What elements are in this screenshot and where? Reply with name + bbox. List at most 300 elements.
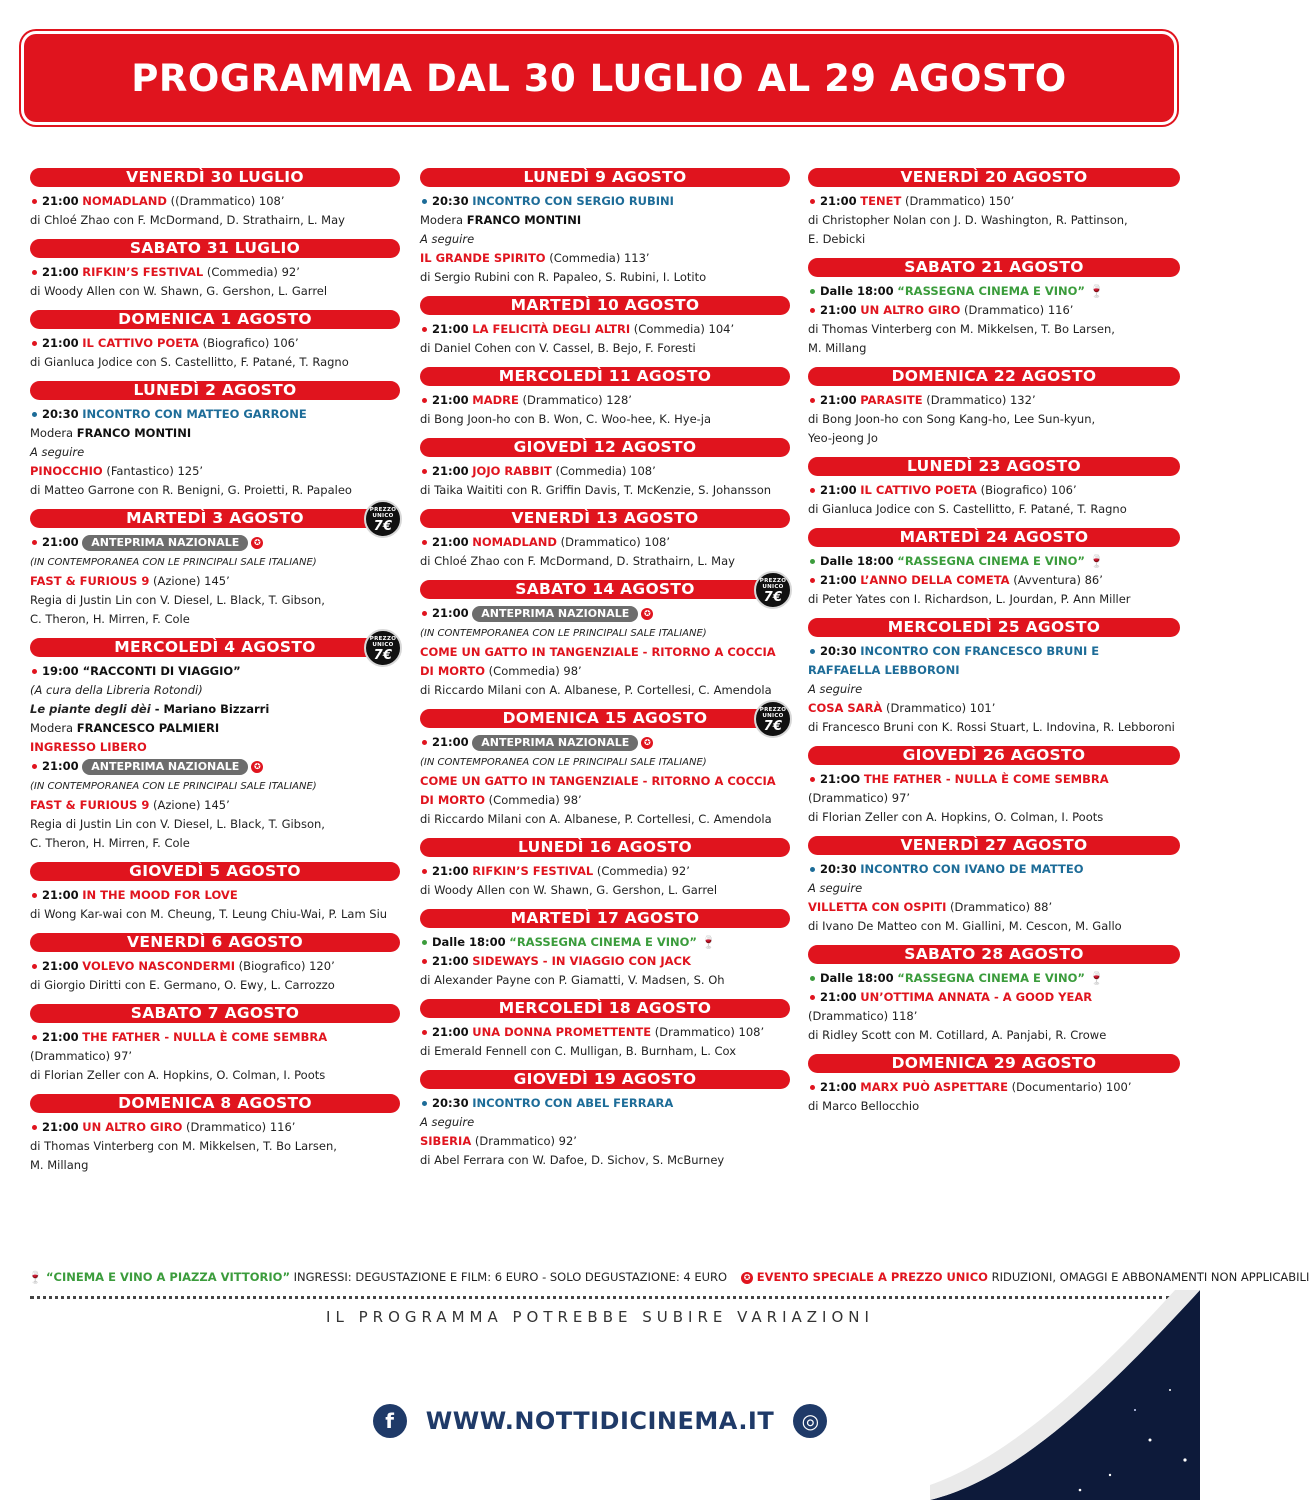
- bullet-icon: [422, 940, 427, 945]
- time-label: 21:00: [820, 990, 857, 1004]
- time-label: - Mariano Bizzarri: [150, 702, 270, 716]
- text: (Drammatico) 128’: [518, 393, 632, 407]
- day-title: DOMENICA 1 AGOSTO: [118, 310, 312, 328]
- day-title: GIOVEDÌ 19 AGOSTO: [513, 1070, 697, 1088]
- film-title: SIDEWAYS - IN VIAGGIO CON JACK: [472, 954, 691, 968]
- time-label: 21:00: [42, 336, 79, 350]
- price-badge-value: 7€: [763, 719, 783, 734]
- schedule-line: [30, 282, 400, 301]
- schedule-line: [420, 462, 790, 481]
- day-header: [30, 168, 400, 187]
- star-icon: ✪: [641, 608, 653, 620]
- text: di Gianluca Jodice con S. Castellitto, F. Patané, T. Ragno: [30, 355, 349, 369]
- schedule-line: [808, 282, 1180, 301]
- schedule-line: [30, 738, 400, 757]
- time-label: Dalle 18:00: [820, 554, 894, 568]
- schedule-line: [30, 905, 400, 924]
- schedule-line: [808, 320, 1180, 339]
- day-title: SABATO 21 AGOSTO: [904, 258, 1084, 276]
- schedule-line: [30, 776, 400, 796]
- star-icon: ✪: [251, 537, 263, 549]
- column-2: [420, 168, 790, 1179]
- wine-glass-icon: 🍷: [1089, 971, 1104, 985]
- day-title: DOMENICA 29 AGOSTO: [891, 1054, 1097, 1072]
- text: (Drammatico) 88’: [946, 900, 1053, 914]
- day-title: MARTEDÌ 17 AGOSTO: [510, 909, 700, 927]
- day-block: [808, 168, 1180, 249]
- schedule-line: [30, 757, 400, 776]
- bullet-icon: [32, 341, 37, 346]
- film-title: COME UN GATTO IN TANGENZIALE - RITORNO A COCCIA: [420, 645, 776, 659]
- schedule-line: [808, 808, 1180, 827]
- day-title: SABATO 14 AGOSTO: [515, 580, 695, 598]
- film-title: INGRESSO LIBERO: [30, 740, 147, 754]
- day-title: VENERDÌ 30 LUGLIO: [126, 168, 304, 186]
- day-header: [420, 367, 790, 386]
- day-header: [420, 909, 790, 928]
- time-label: 21:00: [432, 954, 469, 968]
- schedule-line: [30, 834, 400, 853]
- wine-event-title: “RASSEGNA CINEMA E VINO”: [897, 971, 1085, 985]
- time-label: 21:00: [42, 759, 79, 773]
- schedule-line: [420, 1094, 790, 1113]
- schedule-line: [808, 590, 1180, 609]
- schedule-line: [30, 405, 400, 424]
- film-title: IL GRANDE SPIRITO: [420, 251, 546, 265]
- day-header: [420, 509, 790, 528]
- schedule-line: [808, 211, 1180, 230]
- schedule-line: [420, 1023, 790, 1042]
- day-header: [808, 836, 1180, 855]
- bullet-icon: [810, 777, 815, 782]
- text: di Giorgio Diritti con E. Germano, O. Ewy, L. Carrozzo: [30, 978, 335, 992]
- day-title: DOMENICA 15 AGOSTO: [502, 709, 708, 727]
- day-header: [30, 862, 400, 881]
- film-title: COSA SARÀ: [808, 701, 883, 715]
- schedule-line: [30, 1066, 400, 1085]
- schedule-line: [808, 879, 1180, 898]
- film-title: IL CATTIVO POETA: [82, 336, 199, 350]
- day-header: [420, 578, 790, 605]
- premiere-badge: ANTEPRIMA NAZIONALE: [472, 606, 638, 622]
- text: (Biografico) 106’: [198, 336, 299, 350]
- schedule-line: [30, 1028, 400, 1047]
- time-label: 21:00: [42, 888, 79, 902]
- wine-glass-icon: 🍷: [28, 1270, 43, 1284]
- day-block: [808, 457, 1180, 519]
- schedule-line: [420, 623, 790, 643]
- schedule-line: [420, 552, 790, 571]
- bullet-icon: [810, 1085, 815, 1090]
- time-label: 21:00: [820, 194, 857, 208]
- schedule-line: [30, 192, 400, 211]
- day-block: [30, 509, 400, 629]
- bullet-icon: [32, 1035, 37, 1040]
- time-label: 21:00: [42, 194, 79, 208]
- schedule-line: [808, 410, 1180, 429]
- price-badge-value: 7€: [373, 648, 393, 663]
- text: M. Millang: [808, 341, 867, 355]
- column-1: [30, 168, 400, 1184]
- time-label: 21:00: [820, 573, 857, 587]
- schedule-line: [30, 334, 400, 353]
- schedule-line: [808, 481, 1180, 500]
- price-badge-label: PREZZO UNICO: [759, 578, 787, 590]
- special-label: EVENTO SPECIALE A PREZZO UNICO: [756, 1270, 988, 1284]
- page-title: PROGRAMMA DAL 30 LUGLIO AL 29 AGOSTO: [131, 56, 1067, 100]
- text: (Commedia) 98’: [485, 664, 582, 678]
- day-title: VENERDÌ 6 AGOSTO: [127, 933, 303, 951]
- schedule-line: [808, 339, 1180, 358]
- film-title: UN ALTRO GIRO: [82, 1120, 183, 1134]
- bullet-icon: [32, 270, 37, 275]
- schedule-line: [30, 533, 400, 552]
- time-label: 20:30: [432, 1096, 469, 1110]
- footer-note: [28, 1270, 1309, 1284]
- day-header: [30, 507, 400, 534]
- day-block: [30, 381, 400, 500]
- film-title: PARASITE: [860, 393, 923, 407]
- day-title: MERCOLEDÌ 25 AGOSTO: [887, 618, 1101, 636]
- schedule-line: [30, 700, 400, 719]
- day-header: [808, 528, 1180, 547]
- day-header: [420, 838, 790, 857]
- text: di Bong Joon-ho con Song Kang-ho, Lee Sun-kyun,: [808, 412, 1096, 426]
- text: di Taika Waititi con R. Griffin Davis, T. McKenzie, S. Johansson: [420, 483, 772, 497]
- time-label: 19:00 “RACCONTI DI VIAGGIO”: [42, 664, 241, 678]
- price-badge: [754, 700, 792, 738]
- schedule-line: [30, 424, 400, 443]
- text: (Biografico) 120’: [235, 959, 335, 973]
- day-block: [420, 838, 790, 900]
- instagram-icon[interactable]: ◎: [793, 1404, 827, 1438]
- film-title: JOJO RABBIT: [472, 464, 552, 478]
- schedule-line: [808, 391, 1180, 410]
- day-title: SABATO 31 LUGLIO: [129, 239, 301, 257]
- day-header: [808, 457, 1180, 476]
- text: (Drammatico) 108’: [651, 1025, 765, 1039]
- event-title: INCONTRO CON SERGIO RUBINI: [472, 194, 674, 208]
- text: (Commedia) 92’: [593, 864, 690, 878]
- day-block: [808, 528, 1180, 609]
- price-badge: [364, 500, 402, 538]
- bullet-icon: [32, 964, 37, 969]
- schedule-line: [420, 933, 790, 952]
- text: (Commedia) 104’: [630, 322, 735, 336]
- time-label: 21:00: [432, 864, 469, 878]
- film-title: L’ANNO DELLA COMETA: [860, 573, 1010, 587]
- day-title: GIOVEDÌ 5 AGOSTO: [129, 862, 301, 880]
- day-header: [420, 296, 790, 315]
- text: E. Debicki: [808, 232, 866, 246]
- day-block: [30, 638, 400, 853]
- bullet-icon: [810, 308, 815, 313]
- text: di Chloé Zhao con F. McDormand, D. Strathairn, L. May: [30, 213, 345, 227]
- day-title: VENERDÌ 13 AGOSTO: [511, 509, 699, 527]
- schedule-line: [808, 192, 1180, 211]
- film-title: UN ALTRO GIRO: [860, 303, 961, 317]
- day-header: [420, 1070, 790, 1089]
- text: A seguire: [808, 682, 863, 696]
- film-title: DI MORTO: [420, 793, 486, 807]
- day-header: [420, 707, 790, 734]
- time-label: 20:30: [820, 862, 857, 876]
- day-title: LUNEDÌ 2 AGOSTO: [133, 381, 297, 399]
- day-block: [808, 945, 1180, 1045]
- text: Modera: [30, 721, 77, 735]
- time-label: 21:00: [432, 735, 469, 749]
- day-block: [808, 258, 1180, 358]
- text: (Drammatico) 116’: [182, 1120, 296, 1134]
- schedule-line: [30, 957, 400, 976]
- day-title: VENERDÌ 20 AGOSTO: [900, 168, 1088, 186]
- time-label: 21:00: [432, 464, 469, 478]
- bullet-icon: [32, 540, 37, 545]
- day-header: [30, 239, 400, 258]
- schedule-line: [808, 680, 1180, 699]
- schedule-line: [420, 862, 790, 881]
- day-title: DOMENICA 8 AGOSTO: [118, 1094, 312, 1112]
- schedule-line: [30, 1118, 400, 1137]
- bullet-icon: [32, 669, 37, 674]
- schedule-line: [420, 249, 790, 268]
- schedule-line: [808, 552, 1180, 571]
- film-title: FAST & FURIOUS 9: [30, 798, 150, 812]
- text: (Avventura) 86’: [1009, 573, 1103, 587]
- film-title: MARX PUÒ ASPETTARE: [860, 1080, 1009, 1094]
- text: di Thomas Vinterberg con M. Mikkelsen, T. Bo Larsen,: [808, 322, 1115, 336]
- day-header: [420, 999, 790, 1018]
- schedule-line: [420, 533, 790, 552]
- text: di Gianluca Jodice con S. Castellitto, F. Patané, T. Ragno: [808, 502, 1127, 516]
- day-block: [420, 1070, 790, 1170]
- schedule-line: [420, 481, 790, 500]
- schedule-line: [808, 500, 1180, 519]
- schedule-line: [420, 952, 790, 971]
- day-block: [30, 310, 400, 372]
- schedule-line: [808, 1078, 1180, 1097]
- schedule-line: [808, 860, 1180, 879]
- website-link[interactable]: WWW.NOTTIDICINEMA.IT: [425, 1407, 775, 1435]
- film-title: UN’OTTIMA ANNATA - A GOOD YEAR: [860, 990, 1093, 1004]
- text: Modera: [30, 426, 77, 440]
- schedule-line: [420, 339, 790, 358]
- bullet-icon: [422, 469, 427, 474]
- day-title: MERCOLEDÌ 18 AGOSTO: [498, 999, 712, 1017]
- text: di Ivano De Matteo con M. Giallini, M. Cescon, M. Gallo: [808, 919, 1122, 933]
- day-title: GIOVEDÌ 26 AGOSTO: [902, 746, 1086, 764]
- bullet-icon: [32, 412, 37, 417]
- text: (IN CONTEMPORANEA CON LE PRINCIPALI SALE ITALIANE): [420, 757, 707, 768]
- time-label: 21:00: [820, 303, 857, 317]
- text: di Woody Allen con W. Shawn, G. Gershon, L. Garrel: [30, 284, 328, 298]
- text: di Florian Zeller con A. Hopkins, O. Colman, I. Poots: [30, 1068, 326, 1082]
- text: (Commedia) 113’: [545, 251, 650, 265]
- star-icon: ✪: [641, 737, 653, 749]
- wine-glass-icon: 🍷: [1089, 284, 1104, 298]
- text: Regia di Justin Lin con V. Diesel, L. Black, T. Gibson,: [30, 593, 325, 607]
- film-title: LA FELICITÀ DEGLI ALTRI: [472, 322, 631, 336]
- text: di Riccardo Milani con A. Albanese, P. Cortellesi, C. Amendola: [420, 683, 772, 697]
- bullet-icon: [810, 398, 815, 403]
- schedule-line: [808, 718, 1180, 737]
- schedule-line: [808, 301, 1180, 320]
- page-curl-decoration: [930, 1290, 1200, 1500]
- text: (Drammatico) 132’: [922, 393, 1036, 407]
- star-icon: ✪: [251, 761, 263, 773]
- day-block: [420, 999, 790, 1061]
- film-title: VOLEVO NASCONDERMI: [82, 959, 236, 973]
- film-title: FAST & FURIOUS 9: [30, 574, 150, 588]
- text: Modera: [420, 213, 467, 227]
- film-title: IN THE MOOD FOR LOVE: [82, 888, 238, 902]
- schedule-line: [30, 796, 400, 815]
- schedule-line: [30, 552, 400, 572]
- schedule-line: [420, 410, 790, 429]
- bullet-icon: [422, 959, 427, 964]
- schedule-line: [30, 662, 400, 681]
- time-label: Dalle 18:00: [432, 935, 506, 949]
- day-block: [420, 438, 790, 500]
- time-label: 21:00: [42, 1030, 79, 1044]
- day-title: GIOVEDÌ 12 AGOSTO: [513, 438, 697, 456]
- schedule-line: [30, 719, 400, 738]
- schedule-line: [808, 429, 1180, 448]
- film-title: VILLETTA CON OSPITI: [808, 900, 947, 914]
- text: (Drammatico) 118’: [808, 1009, 918, 1023]
- schedule-line: [808, 230, 1180, 249]
- day-header: [420, 168, 790, 187]
- wine-glass-icon: 🍷: [1089, 554, 1104, 568]
- text: (Commedia) 92’: [203, 265, 300, 279]
- text: (Drammatico) 116’: [960, 303, 1074, 317]
- schedule-line: [30, 815, 400, 834]
- schedule-line: [420, 192, 790, 211]
- schedule-line: [420, 681, 790, 700]
- schedule-line: [30, 976, 400, 995]
- text: C. Theron, H. Mirren, F. Cole: [30, 612, 190, 626]
- day-header: [808, 746, 1180, 765]
- day-block: [30, 1004, 400, 1085]
- text: (Azione) 145’: [149, 574, 230, 588]
- day-block: [30, 933, 400, 995]
- event-title: RAFFAELLA LEBBORONI: [808, 663, 960, 677]
- day-block: [30, 239, 400, 301]
- bullet-icon: [422, 199, 427, 204]
- day-block: [30, 1094, 400, 1175]
- day-title: MARTEDÌ 3 AGOSTO: [126, 509, 304, 527]
- text: A seguire: [30, 445, 85, 459]
- text: FRANCO MONTINI: [76, 426, 192, 440]
- time-label: 21:00: [432, 393, 469, 407]
- schedule-line: [420, 1113, 790, 1132]
- bullet-icon: [810, 649, 815, 654]
- text: (Commedia) 108’: [551, 464, 656, 478]
- column-3: [808, 168, 1180, 1125]
- wine-event-title: “RASSEGNA CINEMA E VINO”: [897, 284, 1085, 298]
- text: M. Millang: [30, 1158, 89, 1172]
- schedule-line: [30, 572, 400, 591]
- wine-event-title: “RASSEGNA CINEMA E VINO”: [509, 935, 697, 949]
- text: di Thomas Vinterberg con M. Mikkelsen, T. Bo Larsen,: [30, 1139, 337, 1153]
- time-label: 21:00: [820, 483, 857, 497]
- event-title: INCONTRO CON MATTEO GARRONE: [82, 407, 307, 421]
- text: (Drammatico) 97’: [30, 1049, 133, 1063]
- day-block: [420, 509, 790, 571]
- schedule-line: [30, 591, 400, 610]
- text: di Matteo Garrone con R. Benigni, G. Proietti, R. Papaleo: [30, 483, 352, 497]
- text: di Woody Allen con W. Shawn, G. Gershon, L. Garrel: [420, 883, 718, 897]
- schedule-line: [420, 662, 790, 681]
- text: A seguire: [420, 1115, 475, 1129]
- text: di Alexander Payne con P. Giamatti, V. Madsen, S. Oh: [420, 973, 725, 987]
- bullet-icon: [810, 995, 815, 1000]
- day-title: MERCOLEDÌ 11 AGOSTO: [498, 367, 712, 385]
- text: di Sergio Rubini con R. Papaleo, S. Rubini, I. Lotito: [420, 270, 707, 284]
- schedule-line: [30, 211, 400, 230]
- day-header: [30, 933, 400, 952]
- text: (Commedia) 98’: [485, 793, 582, 807]
- day-title: LUNEDÌ 16 AGOSTO: [517, 838, 693, 856]
- day-block: [808, 746, 1180, 827]
- schedule-line: [808, 898, 1180, 917]
- text: di Emerald Fennell con C. Mulligan, B. Burnham, L. Cox: [420, 1044, 737, 1058]
- day-block: [420, 580, 790, 700]
- text: C. Theron, H. Mirren, F. Cole: [30, 836, 190, 850]
- schedule-line: [420, 733, 790, 752]
- text: di Peter Yates con I. Richardson, L. Jourdan, P. Ann Miller: [808, 592, 1131, 606]
- wine-label: “CINEMA E VINO A PIAZZA VITTORIO”: [45, 1270, 290, 1284]
- text: (Drammatico) 101’: [882, 701, 996, 715]
- day-block: [420, 709, 790, 829]
- text: di Riccardo Milani con A. Albanese, P. Cortellesi, C. Amendola: [420, 812, 772, 826]
- film-title: UNA DONNA PROMETTENTE: [472, 1025, 652, 1039]
- event-title: INCONTRO CON FRANCESCO BRUNI E: [860, 644, 1100, 658]
- time-label: 21:00: [432, 1025, 469, 1039]
- text: A seguire: [808, 881, 863, 895]
- day-block: [808, 367, 1180, 448]
- schedule-line: [420, 971, 790, 990]
- text: di Ridley Scott con M. Cotillard, A. Panjabi, R. Crowe: [808, 1028, 1107, 1042]
- schedule-line: [420, 791, 790, 810]
- schedule-line: [808, 1097, 1180, 1116]
- day-block: [420, 367, 790, 429]
- film-title: NOMADLAND: [82, 194, 167, 208]
- schedule-line: [30, 1156, 400, 1175]
- day-header: [808, 258, 1180, 277]
- time-label: 21:OO: [820, 772, 861, 786]
- time-label: 21:00: [42, 1120, 79, 1134]
- text: di Francesco Bruni con K. Rossi Stuart, L. Indovina, R. Lebboroni: [808, 720, 1175, 734]
- day-header: [420, 438, 790, 457]
- time-label: 20:30: [432, 194, 469, 208]
- day-header: [808, 367, 1180, 386]
- day-title: VENERDÌ 27 AGOSTO: [900, 836, 1088, 854]
- schedule-line: [420, 1042, 790, 1061]
- day-title: MERCOLEDÌ 4 AGOSTO: [114, 638, 316, 656]
- schedule-line: [808, 917, 1180, 936]
- schedule-line: [420, 810, 790, 829]
- facebook-icon[interactable]: f: [373, 1404, 407, 1438]
- time-label: 20:30: [42, 407, 79, 421]
- schedule-line: [30, 263, 400, 282]
- text: (Azione) 145’: [149, 798, 230, 812]
- text: di Marco Bellocchio: [808, 1099, 920, 1113]
- schedule-line: [420, 268, 790, 287]
- wine-event-title: “RASSEGNA CINEMA E VINO”: [897, 554, 1085, 568]
- schedule-line: [30, 886, 400, 905]
- text: di Chloé Zhao con F. McDormand, D. Strathairn, L. May: [420, 554, 735, 568]
